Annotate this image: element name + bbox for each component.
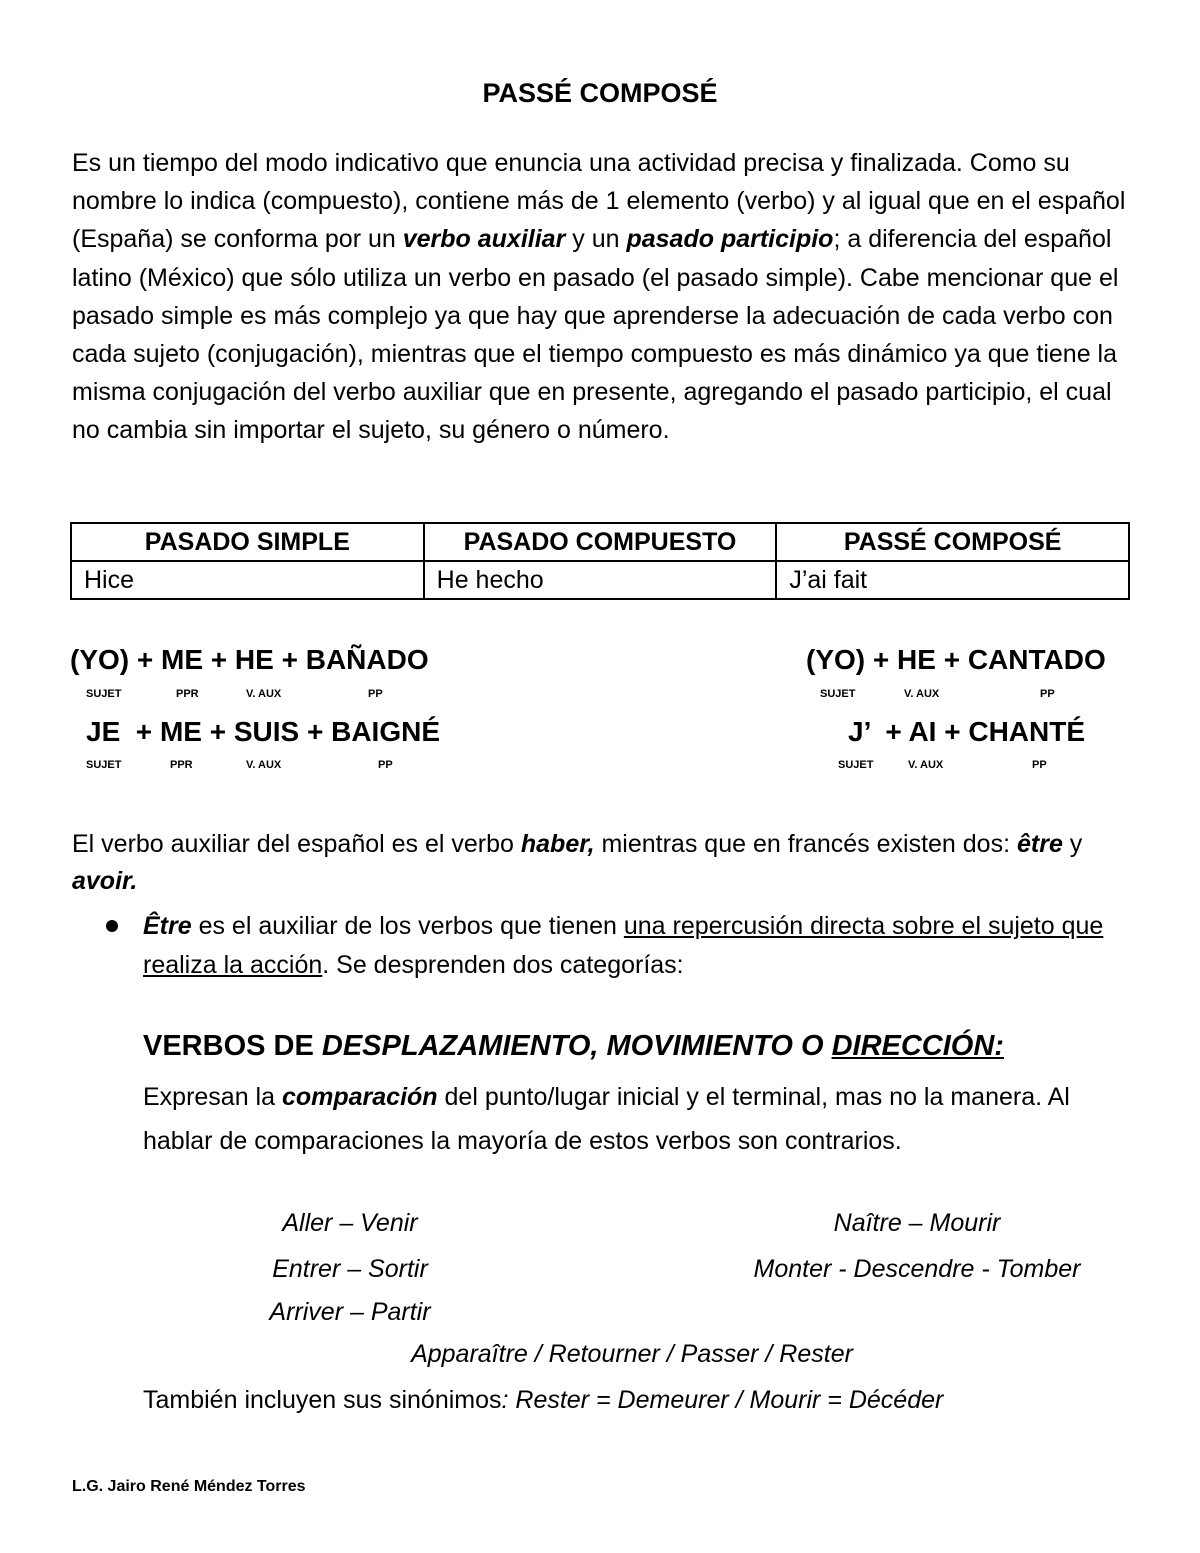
intro-text-3: ; a diferencia del español latino (México) que sólo utiliza un verbo en pasado (el pasado simple). Cabe mencionar que el pasado simple es más complejo ya que hay que aprenderse la adecuación de cada verbo con cada sujeto (conjugación), mientras que el tiempo compuesto es más dinámico ya que tiene la misma conjugación del verbo auxiliar que en presente, agregando el pasado participio, el cual no cambia sin importar el sujeto, su género o número. bbox=[72, 225, 1119, 445]
label-vaux: V. AUX bbox=[908, 759, 944, 771]
section-desc-text-2: del punto/lugar inicial y el terminal, mas no la manera. Al hablar de comparaciones la mayoría de estos verbos son contrarios. bbox=[143, 1083, 1070, 1155]
bullet-underlined-text: una repercusión directa sobre el sujeto que realiza la acción bbox=[143, 912, 1104, 979]
aux-emphasis-etre: être bbox=[1016, 830, 1063, 858]
table-header-cell: PASADO COMPUESTO bbox=[424, 523, 777, 561]
verb-pair: Aller – Venir bbox=[282, 1209, 418, 1237]
bullet-icon bbox=[106, 920, 118, 932]
label-sujet: SUJET bbox=[820, 688, 856, 700]
aux-text-2: mientras que en francés existen dos: bbox=[594, 830, 1017, 858]
formula-right-french: J’ + AI + CHANTÉ bbox=[848, 716, 1086, 747]
bullet-text-1: es el auxiliar de los verbos que tienen bbox=[191, 912, 624, 940]
aux-emphasis-haber: haber, bbox=[520, 830, 595, 858]
label-vaux: V. AUX bbox=[904, 688, 940, 700]
intro-paragraph bbox=[72, 144, 1132, 450]
intro-text-1: Es un tiempo del modo indicativo que enuncia una actividad precisa y finalizada. Como su nombre lo indica (compuesto), contiene más de 1 elemento (verbo) y al igual que en el español (España) se conforma por un bbox=[72, 149, 1126, 254]
label-vaux: V. AUX bbox=[246, 759, 282, 771]
formula-left-spanish: (YO) + ME + HE + BAÑADO bbox=[70, 644, 429, 675]
label-ppr: PPR bbox=[176, 688, 199, 700]
synonyms-value: : Rester = Demeurer / Mourir = Décéder bbox=[501, 1386, 944, 1414]
section-heading bbox=[143, 1030, 1004, 1063]
label-sujet: SUJET bbox=[86, 759, 122, 771]
verb-pair: Naître – Mourir bbox=[833, 1209, 1001, 1237]
comparison-table bbox=[70, 522, 1130, 600]
formula-left-french: JE + ME + SUIS + BAIGNÉ bbox=[86, 716, 441, 747]
aux-text-1: El verbo auxiliar del español es el verbo bbox=[72, 830, 521, 858]
verb-list-centered: Apparaître / Retourner / Passer / Rester bbox=[411, 1340, 853, 1368]
label-vaux: V. AUX bbox=[246, 688, 282, 700]
table-row bbox=[71, 561, 1129, 599]
bullet-emphasis-etre: Être bbox=[143, 912, 192, 940]
verb-pair: Entrer – Sortir bbox=[272, 1255, 428, 1283]
label-pp: PP bbox=[1040, 688, 1055, 700]
auxiliary-paragraph bbox=[72, 826, 1132, 900]
aux-emphasis-avoir: avoir. bbox=[72, 867, 138, 895]
label-pp: PP bbox=[1032, 759, 1047, 771]
table-header-cell: PASSÉ COMPOSÉ bbox=[776, 523, 1129, 561]
table-header-cell: PASADO SIMPLE bbox=[71, 523, 424, 561]
section-desc-text-1: Expresan la bbox=[143, 1083, 282, 1111]
section-heading-part-3: DIRECCIÓN: bbox=[831, 1030, 1004, 1062]
label-sujet: SUJET bbox=[86, 688, 122, 700]
bullet-text-2: . Se desprenden dos categorías: bbox=[322, 951, 684, 979]
verb-pair: Monter - Descendre - Tomber bbox=[753, 1255, 1081, 1283]
label-ppr: PPR bbox=[170, 759, 193, 771]
table-header-row bbox=[71, 523, 1129, 561]
section-description bbox=[143, 1076, 1123, 1163]
table-cell: Hice bbox=[71, 561, 424, 599]
footer-author: L.G. Jairo René Méndez Torres bbox=[72, 1478, 306, 1495]
intro-text-2: y un bbox=[565, 225, 627, 254]
label-pp: PP bbox=[378, 759, 393, 771]
aux-text-3: y bbox=[1062, 830, 1083, 858]
intro-emphasis-pasado-participio: pasado participio bbox=[626, 225, 834, 254]
table-cell: J’ai fait bbox=[776, 561, 1129, 599]
synonyms-line bbox=[143, 1386, 943, 1415]
section-heading-part-2: DESPLAZAMIENTO, MOVIMIENTO O bbox=[321, 1030, 832, 1062]
verb-pair: Arriver – Partir bbox=[269, 1298, 431, 1326]
page-title: PASSÉ COMPOSÉ bbox=[482, 78, 718, 108]
intro-emphasis-verbo-auxiliar: verbo auxiliar bbox=[402, 225, 566, 254]
formula-right-spanish: (YO) + HE + CANTADO bbox=[806, 644, 1106, 675]
bullet-item-etre bbox=[143, 907, 1133, 985]
section-desc-emphasis: comparación bbox=[281, 1083, 438, 1111]
label-sujet: SUJET bbox=[838, 759, 874, 771]
table-cell: He hecho bbox=[424, 561, 777, 599]
synonyms-label: También incluyen sus sinónimos bbox=[143, 1386, 502, 1414]
section-heading-part-1: VERBOS DE bbox=[143, 1030, 322, 1062]
label-pp: PP bbox=[368, 688, 383, 700]
